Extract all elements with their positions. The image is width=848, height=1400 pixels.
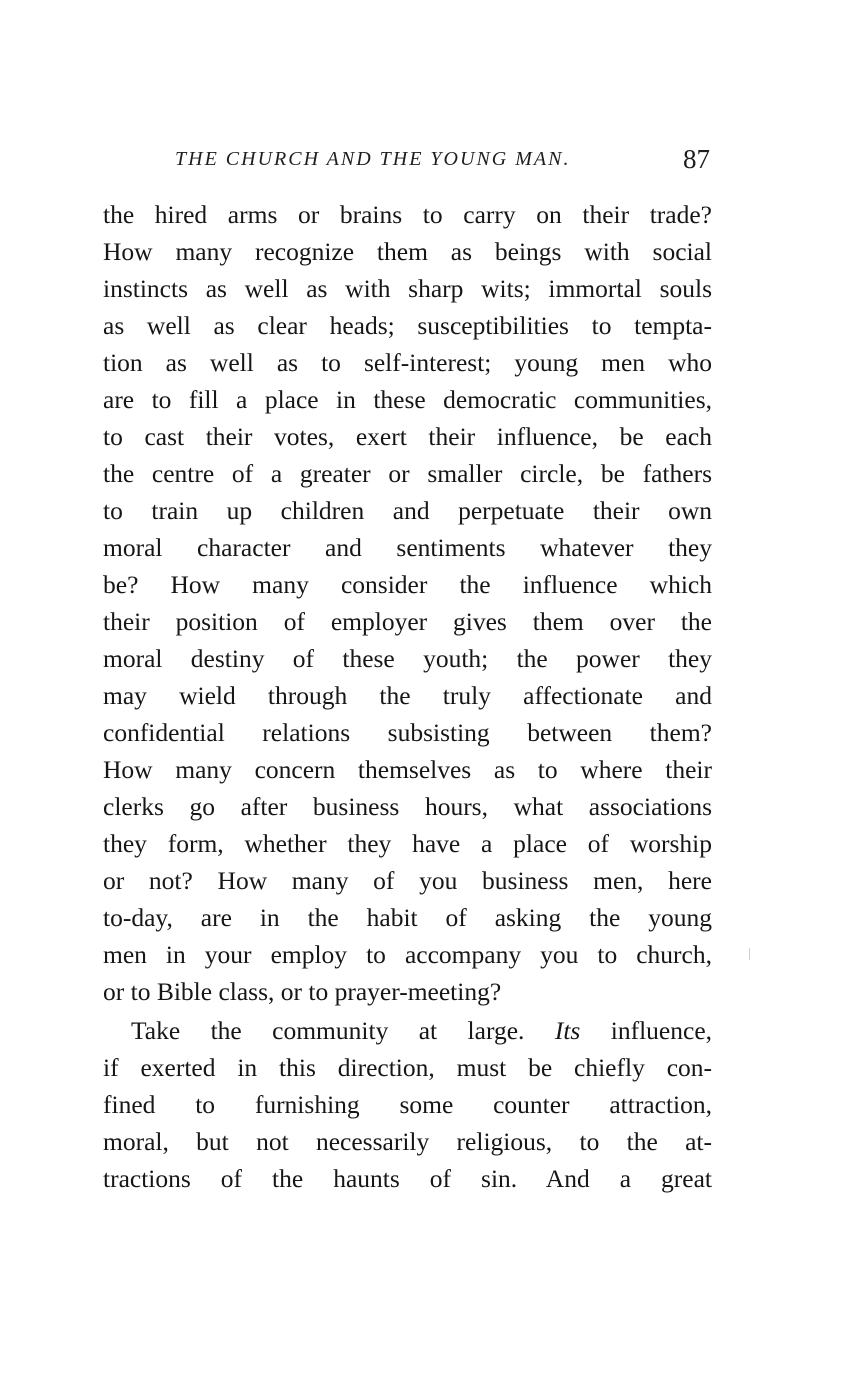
text-line: moral character and sentiments whatever they [103,533,712,562]
text-line: tractions of the haunts of sin. And a great [103,1164,712,1193]
text-line: if exerted in this direction, must be chiefly con- [103,1053,712,1082]
running-title: THE CHURCH AND THE YOUNG MAN. [175,148,571,170]
text-line: are to fill a place in these democratic communities, [103,385,712,414]
text-line: they form, whether they have a place of worship [103,829,712,858]
text-line: to cast their votes, exert their influence, be each [103,422,712,451]
text-line: or not? How many of you business men, here [103,866,712,895]
text-line: moral destiny of these youth; the power they [103,644,712,673]
text-line: How many concern themselves as to where their [103,755,712,784]
paragraph-2 [103,1012,712,1197]
text-line: their position of employer gives them over the [103,607,712,636]
text-line: to train up children and perpetuate their own [103,496,712,525]
paragraph-1 [103,196,712,1010]
text-line: moral, but not necessarily religious, to the at- [103,1127,712,1156]
text-line: to-day, are in the habit of asking the young [103,903,712,932]
margin-mark [749,948,750,960]
running-head [103,142,712,182]
italic-word: Its [554,1016,581,1045]
text-line: clerks go after business hours, what associations [103,792,712,821]
text-line: instincts as well as with sharp wits; immortal souls [103,274,712,303]
text-line: be? How many consider the influence which [103,570,712,599]
text-line: confidential relations subsisting between them? [103,718,712,747]
body-text [103,196,712,1197]
text-line: How many recognize them as beings with social [103,237,712,266]
line-text-before: Take the community at large. [131,1016,525,1045]
text-line: may wield through the truly affectionate and [103,681,712,710]
text-line: men in your employ to accompany you to church, [103,940,712,969]
text-line: as well as clear heads; susceptibilities to tempta- [103,311,712,340]
text-line: or to Bible class, or to prayer-meeting? [103,977,502,1006]
line-text-after: influence, [610,1016,713,1045]
page-number: 87 [683,144,710,174]
text-line: the centre of a greater or smaller circle, be fathers [103,459,712,488]
text-line: the hired arms or brains to carry on their trade? [103,200,712,229]
text-line: fined to furnishing some counter attraction, [103,1090,712,1119]
text-line: tion as well as to self-interest; young men who [103,348,712,377]
text-line [103,1012,712,1049]
